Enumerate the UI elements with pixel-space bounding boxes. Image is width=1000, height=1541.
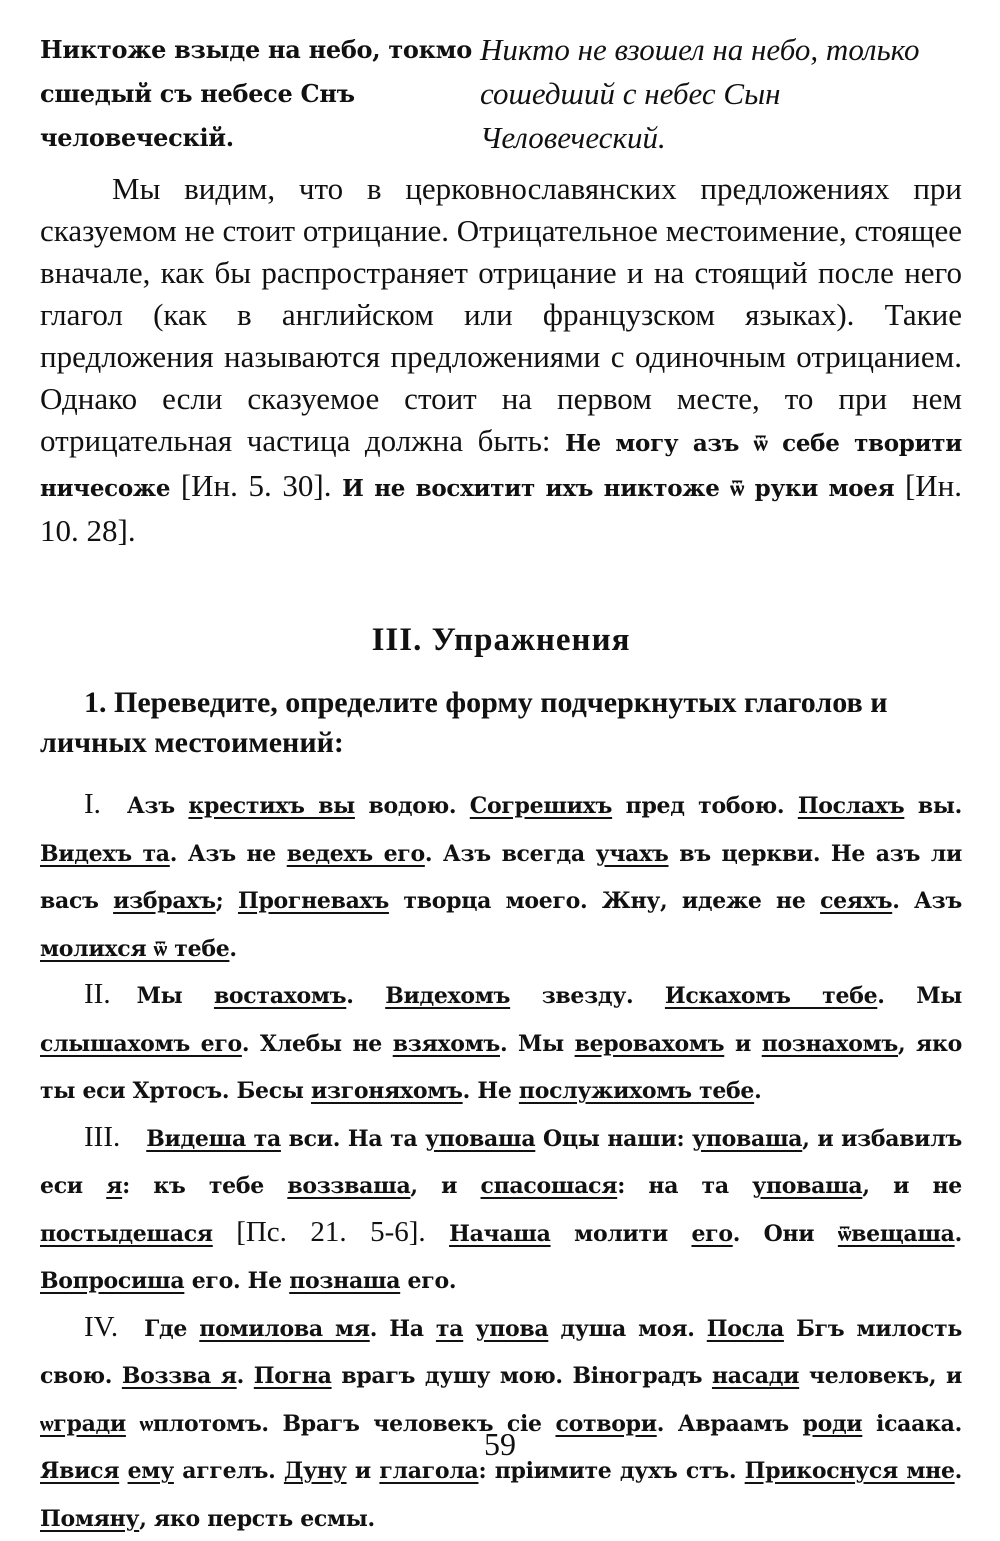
underlined-form: сеяхъ bbox=[820, 888, 892, 914]
underlined-form: послужихомъ тебе bbox=[519, 1078, 754, 1104]
underlined-form: спасошася bbox=[481, 1173, 618, 1199]
underlined-form: слышахомъ его bbox=[40, 1031, 242, 1057]
block-number: II. bbox=[84, 978, 111, 1010]
text-segment: его. bbox=[400, 1268, 456, 1294]
underlined-form: помилова мя bbox=[199, 1316, 369, 1342]
underlined-form: Видехъ та bbox=[40, 841, 170, 867]
scripture-reference: [Ин. 10. 28]. bbox=[40, 468, 962, 548]
text-segment: звезду. bbox=[510, 983, 665, 1009]
underlined-form: Явися bbox=[40, 1458, 119, 1484]
text-segment: . bbox=[346, 983, 385, 1009]
underlined-form: познаша bbox=[289, 1268, 400, 1294]
underlined-form: Начаша bbox=[449, 1221, 551, 1247]
text-segment: . Хлебы не bbox=[242, 1031, 393, 1057]
exercise-block bbox=[40, 1114, 962, 1304]
text-segment: Где bbox=[144, 1316, 199, 1342]
slavonic-example: И не восхитит ихъ никтоже ѿ руки моея bbox=[342, 475, 894, 502]
page-number: 59 bbox=[0, 1426, 1000, 1463]
text-segment: . bbox=[754, 1078, 761, 1104]
text-segment: , и избавилъ еси bbox=[40, 1126, 962, 1200]
underlined-form: Вопросиша bbox=[40, 1268, 184, 1294]
explanation-paragraph bbox=[40, 168, 962, 552]
underlined-form: Прикоснуся мне bbox=[745, 1458, 955, 1484]
underlined-form: насади bbox=[712, 1363, 799, 1389]
text-segment: ѡплотомъ. Врагъ человекъ сіе bbox=[126, 1411, 556, 1437]
text-segment: и bbox=[347, 1458, 380, 1484]
underlined-form: упова bbox=[475, 1316, 548, 1342]
text-segment: [Пс. 21. 5-6]. bbox=[213, 1216, 449, 1248]
underlined-form: ведехъ его bbox=[287, 841, 425, 867]
text-segment: пред тобою. bbox=[612, 793, 798, 819]
underlined-form: изгоняхомъ bbox=[311, 1078, 463, 1104]
exercise-block bbox=[40, 971, 962, 1114]
block-number: IV. bbox=[84, 1311, 118, 1343]
text-segment: . bbox=[955, 1458, 962, 1484]
text-segment: . Азъ bbox=[892, 888, 962, 914]
underlined-form: крестихъ вы bbox=[188, 793, 355, 819]
text-segment: . Мы bbox=[500, 1031, 575, 1057]
text-segment: ісаака. bbox=[862, 1411, 962, 1437]
underlined-form: Посла bbox=[707, 1316, 784, 1342]
text-segment: Азъ bbox=[127, 793, 189, 819]
text-segment: вы. bbox=[904, 793, 962, 819]
text-segment: и bbox=[724, 1031, 761, 1057]
text-segment: водою. bbox=[355, 793, 470, 819]
underlined-form: Искахомъ тебе bbox=[665, 983, 877, 1009]
text-segment: въ церкви. Не азъ ли васъ bbox=[40, 841, 962, 915]
underlined-form: познахомъ bbox=[762, 1031, 898, 1057]
underlined-form: роди bbox=[802, 1411, 862, 1437]
underlined-form: учахъ bbox=[596, 841, 669, 867]
text-segment: его. Не bbox=[184, 1268, 289, 1294]
text-segment: . bbox=[229, 936, 236, 962]
underlined-form: взяхомъ bbox=[393, 1031, 500, 1057]
underlined-form: избрахъ bbox=[113, 888, 216, 914]
underlined-form: я bbox=[106, 1173, 122, 1199]
text-segment: . Не bbox=[463, 1078, 519, 1104]
underlined-form: Воззва я bbox=[122, 1363, 237, 1389]
parallel-text bbox=[40, 28, 962, 160]
text-segment: . Авраамъ bbox=[657, 1411, 803, 1437]
underlined-form: постыдешася bbox=[40, 1221, 213, 1247]
text-segment: . bbox=[237, 1363, 254, 1389]
underlined-form: его bbox=[691, 1221, 732, 1247]
exercise-block bbox=[40, 1304, 962, 1541]
text-segment: . Они bbox=[733, 1221, 838, 1247]
underlined-form: та bbox=[436, 1316, 463, 1342]
text-segment: аггелъ. bbox=[174, 1458, 284, 1484]
underlined-form: глагола bbox=[379, 1458, 478, 1484]
underlined-form: ѿвещаша bbox=[838, 1221, 955, 1247]
text-segment: вси. На та bbox=[281, 1126, 425, 1152]
text-segment: . Азъ всегда bbox=[425, 841, 596, 867]
church-slavonic-quote: Никтоже взыде на небо, токмо сшедый съ небесе Снъ человеческій. bbox=[40, 28, 480, 160]
paragraph-text: Мы видим, что в церковнославянских предложениях при сказуемом не стоит отрицание. Отрицательное местоимение, стоящее вначале, как бы распространяет отрицание и на стоящий после него глагол (как в английском или французском языках). Такие предложения называются предложениями с одиночным отрицанием. Однако если сказуемое стоит на первом месте, то при нем отрицательная частица должна быть: bbox=[40, 171, 962, 458]
text-segment: молити bbox=[551, 1221, 692, 1247]
underlined-form: молихся ѿ тебе bbox=[40, 936, 229, 962]
text-segment: . bbox=[955, 1221, 962, 1247]
text-segment: врагъ душу мою. Віноградъ bbox=[332, 1363, 712, 1389]
text-segment: Мы bbox=[137, 983, 214, 1009]
text-segment: , яко ты еси Хртосъ. Бесы bbox=[40, 1031, 962, 1105]
underlined-form: веровахомъ bbox=[575, 1031, 725, 1057]
page-body bbox=[40, 28, 962, 1541]
underlined-form: уповаша bbox=[425, 1126, 535, 1152]
underlined-form: ему bbox=[128, 1458, 174, 1484]
underlined-form: ѡгради bbox=[40, 1411, 126, 1437]
underlined-form: воззваша bbox=[287, 1173, 410, 1199]
underlined-form: Видеша та bbox=[146, 1126, 281, 1152]
section-title: III. Упражнения bbox=[40, 622, 962, 659]
underlined-form: Видехомъ bbox=[385, 983, 510, 1009]
text-segment: : къ тебе bbox=[122, 1173, 287, 1199]
underlined-form: сотвори bbox=[555, 1411, 656, 1437]
text-segment: . Мы bbox=[877, 983, 962, 1009]
exercise-block bbox=[40, 781, 962, 971]
underlined-form: Помяну bbox=[40, 1506, 139, 1532]
underlined-form: Погна bbox=[254, 1363, 332, 1389]
text-segment bbox=[463, 1316, 475, 1342]
text-segment: . На bbox=[370, 1316, 436, 1342]
exercise-title: 1. Переведите, определите форму подчеркнутых глаголов и личных местоимений: bbox=[40, 683, 962, 763]
block-number: I. bbox=[84, 788, 101, 820]
text-segment: творца моего. Жну, идеже не bbox=[389, 888, 820, 914]
text-segment: Оцы наши: bbox=[535, 1126, 692, 1152]
underlined-form: Послахъ bbox=[798, 793, 905, 819]
underlined-form: уповаша bbox=[692, 1126, 802, 1152]
text-segment: ; bbox=[216, 888, 238, 914]
text-segment: . Азъ не bbox=[170, 841, 287, 867]
text-segment: Бгъ милость свою. bbox=[40, 1316, 962, 1390]
scripture-reference: [Ин. 5. 30]. bbox=[181, 468, 332, 503]
text-segment: , и bbox=[410, 1173, 480, 1199]
text-segment: , яко персть есмы. bbox=[139, 1506, 375, 1532]
underlined-form: уповаша bbox=[752, 1173, 862, 1199]
russian-translation: Никто не взошел на небо, только сошедший с небес Сын Человеческий. bbox=[480, 28, 962, 160]
text-segment: , и не bbox=[862, 1173, 962, 1199]
underlined-form: Согрешихъ bbox=[470, 793, 612, 819]
underlined-form: Прогневахъ bbox=[238, 888, 389, 914]
underlined-form: востахомъ bbox=[214, 983, 346, 1009]
text-segment: : пріимите духъ стъ. bbox=[478, 1458, 744, 1484]
text-segment: : на та bbox=[617, 1173, 752, 1199]
underlined-form: Дуну bbox=[284, 1458, 347, 1484]
text-segment: душа моя. bbox=[548, 1316, 706, 1342]
block-number: III. bbox=[84, 1121, 120, 1153]
slavonic-example: Не могу азъ ѿ себе творити ничесоже bbox=[40, 430, 962, 502]
text-segment: человекъ, и bbox=[799, 1363, 962, 1389]
